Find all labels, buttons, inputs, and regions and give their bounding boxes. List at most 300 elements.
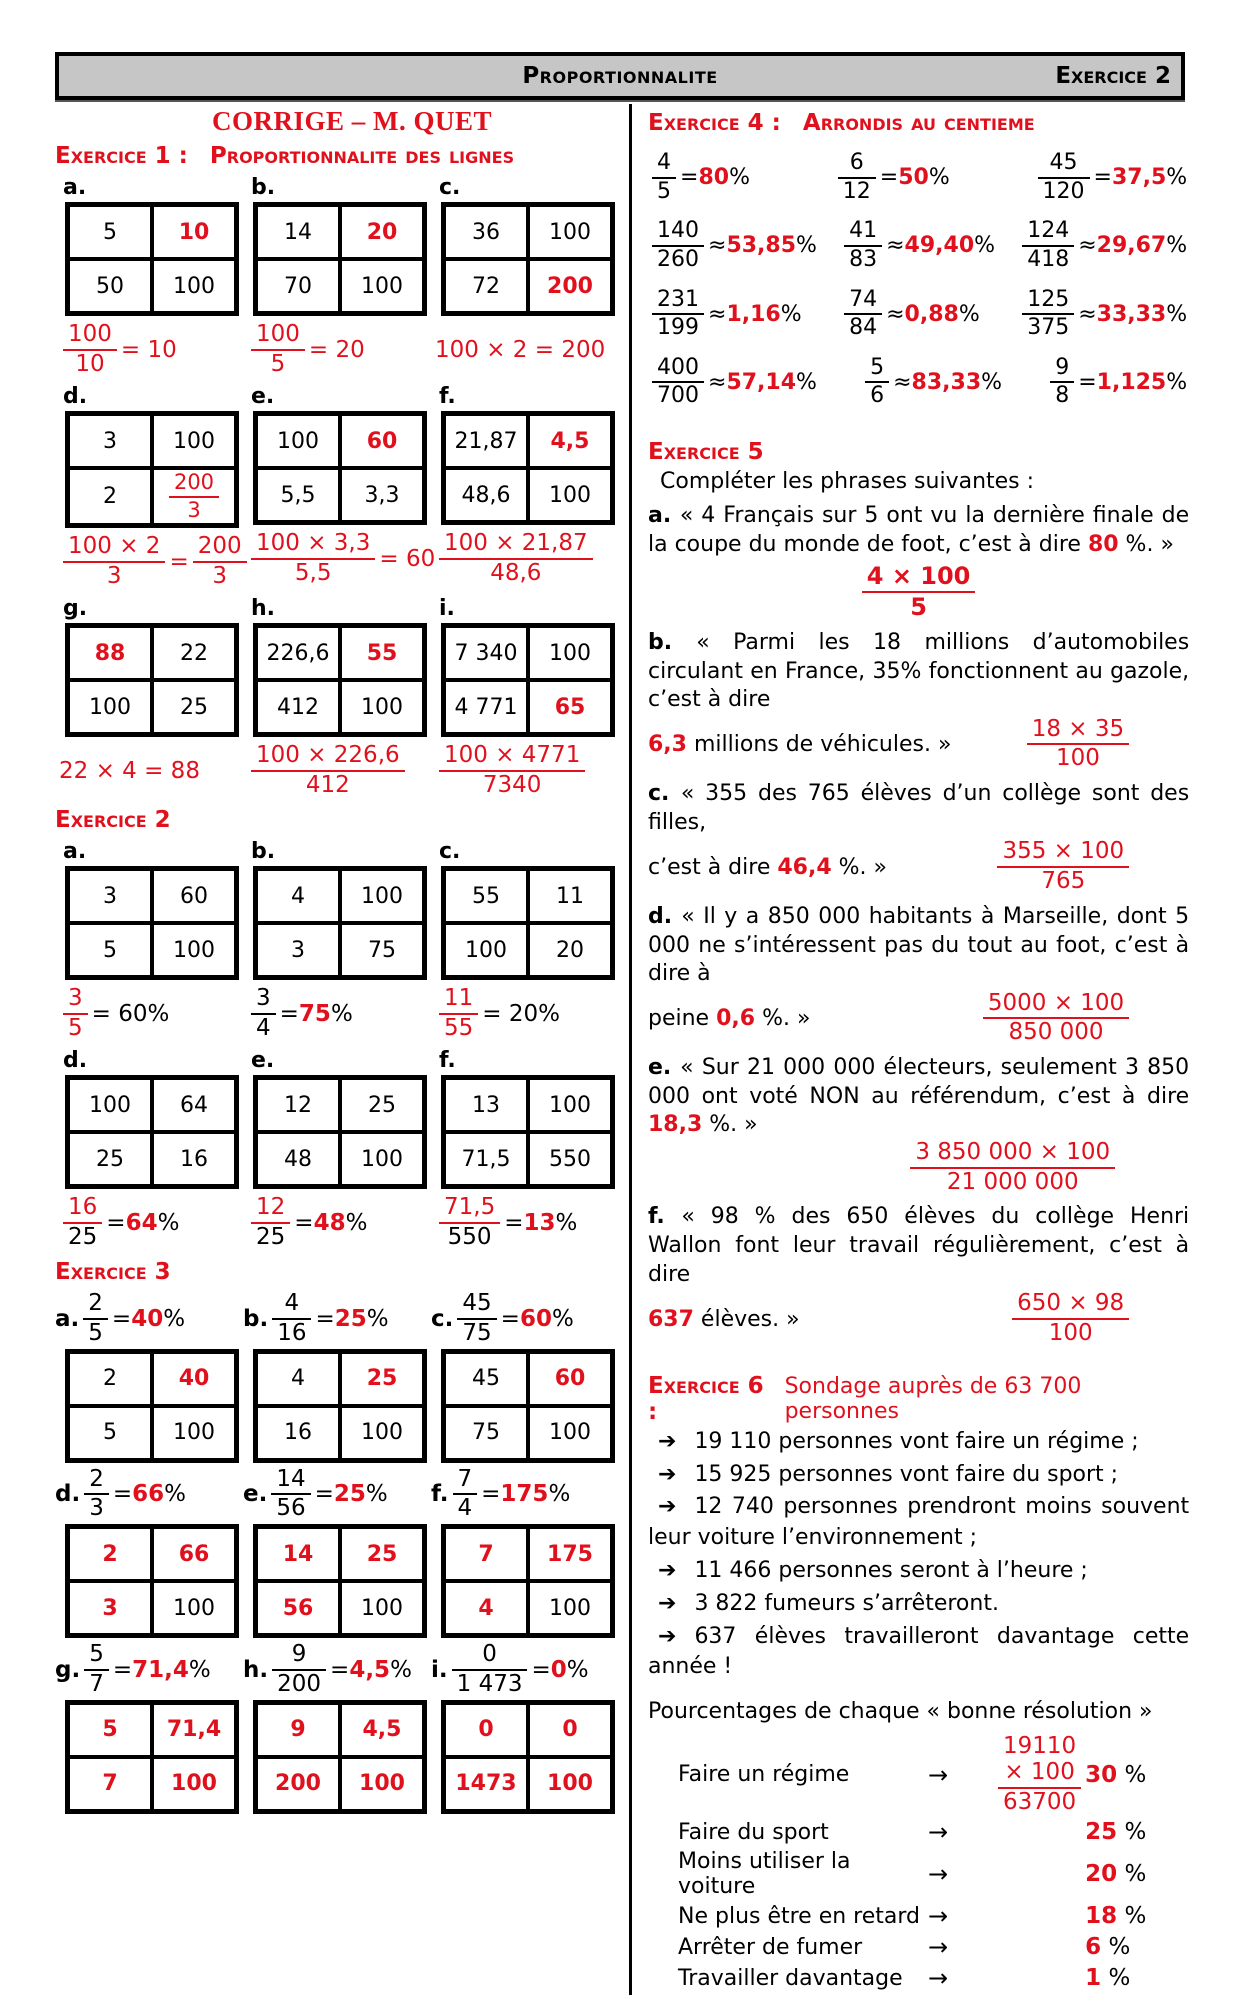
fraction <box>1050 356 1074 409</box>
table-cell <box>444 1078 528 1132</box>
ratio-table-f <box>441 411 615 525</box>
text-run: % <box>1166 301 1188 327</box>
text-run: % <box>555 1210 578 1237</box>
exercise2-body <box>55 835 619 1253</box>
resolution-value <box>1085 1903 1189 1929</box>
text-run: 16 <box>284 1420 312 1446</box>
formula <box>55 1291 243 1347</box>
sentence-text <box>648 903 1189 989</box>
table-group <box>243 380 436 592</box>
text-run: ≈ <box>708 233 727 259</box>
table-cell <box>528 205 612 259</box>
bullet-text: 637 élèves travailleront davantage cette année ! <box>648 1623 1190 1680</box>
table-cell <box>340 468 424 522</box>
fraction-numerator: 5000 × 100 <box>983 991 1129 1020</box>
fraction-denominator: 5 <box>68 1015 83 1042</box>
text-run: ≈ <box>708 369 727 395</box>
text-run: = <box>531 1656 551 1683</box>
text-run: 49,40 <box>904 233 975 259</box>
text-run: % <box>780 301 802 327</box>
text-run: d. <box>55 1481 81 1508</box>
table-cell <box>68 205 152 259</box>
table-cell <box>152 680 236 734</box>
percentage-row <box>648 219 1189 272</box>
text-run: 50 <box>898 165 929 191</box>
page-title: Proportionnalite <box>522 63 718 89</box>
table-cell <box>528 1406 612 1460</box>
text-run: 100 <box>549 1595 591 1621</box>
text-run: f. <box>648 1204 682 1230</box>
sentence-tail-row <box>648 839 1189 895</box>
exercise3-body <box>55 1287 619 1814</box>
text-run: 226,6 <box>266 640 330 666</box>
fraction-numerator: 100 <box>251 322 305 351</box>
text-run: 10 <box>178 219 210 245</box>
text-run: % <box>330 1001 353 1028</box>
table-group <box>431 1463 619 1639</box>
table-cell <box>152 259 236 313</box>
fraction-denominator: 4 <box>457 1495 473 1522</box>
table-label: f. <box>439 1048 456 1074</box>
table-group <box>55 835 243 1044</box>
percentage-item <box>648 288 802 341</box>
text-run: 7 340 <box>454 640 518 666</box>
text-run: 25 <box>96 1146 124 1172</box>
text-run: ≈ <box>1078 301 1097 327</box>
text-run: % <box>1117 1861 1147 1888</box>
ratio-table-c <box>441 202 615 316</box>
text-run: millions de véhicules. » <box>686 731 952 757</box>
text-run: % <box>1101 1965 1131 1992</box>
table-cell <box>528 1581 612 1635</box>
table-cell <box>152 869 236 923</box>
fraction-denominator: 6 <box>870 383 885 409</box>
ratio-table-d <box>65 411 239 528</box>
fraction <box>838 151 876 204</box>
text-run: ≈ <box>886 301 905 327</box>
text-run: 2 <box>103 1366 117 1392</box>
table-group <box>431 1638 619 1814</box>
percentage-item <box>1018 288 1187 341</box>
percentage-item <box>648 219 817 272</box>
text-run: 60 <box>519 1305 552 1332</box>
text-run: 175 <box>547 1541 593 1567</box>
text-run: 18,3 <box>648 1112 703 1138</box>
survey-bullet <box>648 1427 1189 1458</box>
table-group <box>243 171 431 380</box>
fraction <box>1038 151 1090 204</box>
exercise5-body <box>648 502 1189 1347</box>
fraction-denominator: 850 000 <box>1008 1019 1104 1046</box>
fraction <box>63 322 117 378</box>
sentence-text <box>648 1203 1189 1289</box>
bullet-text: 11 466 personnes seront à l’heure ; <box>694 1557 1088 1583</box>
table-row-group <box>55 171 619 380</box>
exercise6-label: Exercice 6 : <box>648 1372 764 1425</box>
fraction <box>652 356 704 409</box>
table-cell <box>340 626 424 680</box>
survey-bullet <box>648 1622 1189 1684</box>
fraction-numerator: 9 <box>272 1642 326 1671</box>
ratio-table <box>441 1524 615 1638</box>
table-row-group <box>55 1463 619 1639</box>
text-run: 100 <box>171 1771 217 1797</box>
table-cell <box>444 923 528 977</box>
formula <box>431 1291 619 1347</box>
survey-bullet <box>648 1556 1189 1587</box>
text-run: 1473 <box>455 1771 517 1797</box>
fraction <box>272 1642 326 1698</box>
text-run: 13 <box>472 1092 500 1118</box>
text-run: 100 <box>89 694 131 720</box>
fraction <box>652 151 676 204</box>
fraction-numerator: 4 × 100 <box>862 563 976 593</box>
exercise5-intro: Compléter les phrases suivantes : <box>660 469 1035 494</box>
fraction <box>193 534 247 590</box>
fraction-numerator: 100 × 2 <box>63 534 165 563</box>
text-run: 5 <box>103 1420 117 1446</box>
table-cell <box>68 1757 152 1811</box>
resolution-value <box>1085 1965 1189 1991</box>
text-run: 100 <box>89 1092 131 1118</box>
text-run: = <box>106 1210 126 1237</box>
text-run: 25 <box>368 1092 396 1118</box>
text-run: % <box>928 165 950 191</box>
text-run: « 355 des 765 élèves d’un collège sont des filles, <box>648 781 1190 835</box>
table-label: b. <box>251 839 276 865</box>
formula <box>247 530 436 587</box>
formula <box>243 1642 431 1698</box>
text-run: % <box>163 1305 186 1332</box>
exercise1-label: Exercice 1 : <box>55 143 188 169</box>
text-run: = 20% <box>482 1001 560 1028</box>
exercise3-heading: Exercice 3 <box>55 1259 171 1286</box>
table-cell <box>68 468 152 525</box>
table-cell <box>256 1132 340 1186</box>
text-run: 88 <box>94 640 126 666</box>
formula <box>247 1195 431 1251</box>
text-run: 6 <box>1085 1934 1102 1961</box>
exercise4-title: Arrondis au centieme <box>802 110 1035 136</box>
arrow-icon: → <box>928 1818 949 1847</box>
fraction <box>998 1734 1081 1815</box>
table-cell <box>444 869 528 923</box>
text-run: 14 <box>282 1541 314 1567</box>
fraction <box>452 1642 528 1698</box>
fraction-denominator: 48,6 <box>490 560 542 586</box>
text-run: = <box>169 549 189 576</box>
table-row-group <box>55 1287 619 1463</box>
text-run: 7 <box>478 1541 494 1567</box>
fraction-numerator: 9 <box>1050 356 1074 384</box>
table-group <box>431 380 619 592</box>
text-run: = <box>314 1481 334 1508</box>
fraction <box>83 1291 108 1347</box>
resolution-row <box>648 1849 1189 1899</box>
text-run: e. <box>243 1481 268 1508</box>
text-run: % <box>1117 1761 1147 1788</box>
text-run: 4,5 <box>362 1717 402 1743</box>
text-run: 56 <box>282 1595 314 1621</box>
text-run: 20 <box>556 937 584 963</box>
text-run: 100 <box>361 883 403 909</box>
formula <box>431 1467 619 1523</box>
text-run: c. <box>431 1305 454 1332</box>
fraction-numerator: 140 <box>652 219 704 247</box>
fraction-numerator: 200 <box>169 471 219 498</box>
fraction-numerator: 0 <box>452 1642 528 1671</box>
table-cell <box>340 1406 424 1460</box>
text-run: g. <box>55 1656 81 1683</box>
table-cell <box>256 205 340 259</box>
fraction <box>439 531 593 587</box>
text-run: 55 <box>472 883 500 909</box>
table-cell <box>152 626 236 680</box>
resolution-row <box>648 1734 1189 1815</box>
fraction <box>983 991 1129 1047</box>
text-run: % <box>551 1305 574 1332</box>
fraction-denominator: 75 <box>462 1319 492 1346</box>
resolution-row <box>648 1818 1189 1846</box>
text-run: 33,33 <box>1096 301 1167 327</box>
table-cell <box>68 1406 152 1460</box>
text-run: 4 <box>291 1366 305 1392</box>
table-cell <box>68 869 152 923</box>
fraction-denominator: 418 <box>1027 246 1070 272</box>
text-run: b. <box>648 629 697 655</box>
exercise6-heading <box>648 1373 1189 1425</box>
ratio-table <box>65 1349 239 1463</box>
table-cell <box>68 1527 152 1581</box>
resolution-value <box>1085 1762 1189 1788</box>
fraction-numerator: 19110 × 100 <box>998 1734 1081 1789</box>
fraction <box>439 743 585 799</box>
formula <box>435 531 619 587</box>
text-run: 3 <box>103 883 117 909</box>
text-run: 45 <box>472 1366 500 1392</box>
text-run: 60 <box>366 428 398 454</box>
fraction-denominator: 56 <box>276 1495 306 1522</box>
bullet-arrow-icon: ➔ <box>658 1623 677 1649</box>
fraction-numerator: 16 <box>63 1195 102 1224</box>
text-run: d. <box>648 903 682 929</box>
text-run: % <box>796 369 817 395</box>
text-run: 100 <box>361 273 403 299</box>
ratio-table-a <box>65 202 239 316</box>
table-cell <box>152 1581 236 1635</box>
fraction-numerator: 650 × 98 <box>1012 1291 1129 1320</box>
text-run: 4 <box>478 1595 494 1621</box>
text-run: 75 <box>298 1001 331 1028</box>
text-run: 100 <box>549 482 591 508</box>
table-cell <box>68 1352 152 1406</box>
text-run: 550 <box>549 1146 591 1172</box>
text-run: ≈ <box>708 301 727 327</box>
text-run: 100 <box>549 640 591 666</box>
table-cell <box>444 1352 528 1406</box>
table-cell <box>256 626 340 680</box>
text-run: ≈ <box>893 369 912 395</box>
text-run: c’est à dire <box>648 854 778 880</box>
text-run: 4 771 <box>454 694 518 720</box>
text-run: ≈ <box>886 233 905 259</box>
ratio-table-c <box>441 866 615 980</box>
table-cell <box>152 1132 236 1186</box>
table-cell <box>256 1527 340 1581</box>
fraction-numerator: 231 <box>652 288 704 316</box>
arrow-icon: → <box>928 1964 949 1993</box>
text-run: 22 × 4 = 88 <box>59 758 200 785</box>
percentage-item <box>648 356 817 409</box>
text-run: 25 <box>366 1541 398 1567</box>
table-group <box>431 171 619 380</box>
table-cell <box>340 923 424 977</box>
text-run: 1,125 <box>1096 369 1167 395</box>
percentage-row <box>648 151 1189 204</box>
formula <box>435 322 619 378</box>
text-run: 200 <box>547 273 593 299</box>
table-cell <box>256 414 340 468</box>
fraction-numerator: 41 <box>844 219 882 247</box>
table-cell <box>528 1352 612 1406</box>
formula <box>247 743 431 799</box>
table-group <box>243 592 431 801</box>
text-run: 3 <box>102 1595 118 1621</box>
text-run: %. » <box>1118 531 1174 557</box>
text-run: % <box>974 233 996 259</box>
text-run: 80 <box>698 165 730 191</box>
fraction-denominator: 3 <box>212 563 227 590</box>
text-run: élèves. » <box>693 1306 800 1332</box>
text-run: 70 <box>284 273 312 299</box>
table-cell <box>528 1132 612 1186</box>
survey-bullet <box>648 1492 1189 1554</box>
text-run: = <box>879 165 899 191</box>
fraction-denominator: 120 <box>1042 178 1085 204</box>
fraction-denominator: 100 <box>1048 1320 1093 1346</box>
header-exercise-label: Exercice 2 <box>1055 63 1171 89</box>
text-run: « Il y a 850 000 habitants à Marseille, dont 5 000 ne s’intéressent pas du tout au foot, c’est à dire à <box>648 903 1190 987</box>
table-label: d. <box>63 384 88 409</box>
text-run: 4 <box>291 883 305 909</box>
fraction <box>272 1291 311 1347</box>
ratio-table-d <box>65 1075 239 1189</box>
text-run: 25 <box>366 1366 398 1392</box>
text-run: 72 <box>472 273 500 299</box>
table-cell <box>340 1132 424 1186</box>
exercise2-heading: Exercice 2 <box>55 807 171 834</box>
fraction <box>271 1467 310 1523</box>
fraction <box>439 986 478 1042</box>
text-run: 0 <box>550 1656 567 1683</box>
table-group <box>243 1638 431 1814</box>
sentence-text <box>648 1054 1189 1140</box>
fraction-numerator: 45 <box>1038 151 1090 179</box>
exercise6-resolutions <box>648 1734 1189 1992</box>
text-run: e. <box>648 1055 681 1081</box>
fraction-denominator: 100 <box>1056 745 1100 772</box>
header-bar <box>55 52 1185 100</box>
ratio-table-e <box>253 1075 427 1189</box>
table-group <box>431 592 619 801</box>
text-run: 40 <box>178 1366 210 1392</box>
text-run: a. <box>55 1305 80 1332</box>
table-cell <box>152 1757 236 1811</box>
text-run: 75 <box>472 1420 500 1446</box>
sentence-tail-row <box>648 717 1189 773</box>
table-cell <box>528 1703 612 1757</box>
ratio-table-f <box>441 1075 615 1189</box>
table-group <box>243 1287 431 1463</box>
table-label: h. <box>251 596 276 622</box>
table-cell <box>152 468 236 525</box>
resolution-label: Moins utiliser la voiture <box>678 1849 851 1900</box>
fraction-denominator: 84 <box>849 315 878 341</box>
fraction-numerator: 125 <box>1022 288 1074 316</box>
table-label: a. <box>63 175 87 200</box>
resolution-row <box>648 1964 1189 1992</box>
fraction-denominator: 25 <box>256 1224 286 1251</box>
text-run: % <box>1117 1903 1147 1930</box>
text-run: 100 <box>549 1092 591 1118</box>
table-cell <box>528 1078 612 1132</box>
table-group <box>243 1044 431 1253</box>
text-run: 25 <box>333 1481 366 1508</box>
fraction <box>652 219 704 272</box>
text-run: 100 <box>465 937 507 963</box>
fraction <box>862 563 976 621</box>
text-run: 18 <box>1085 1903 1118 1930</box>
text-run: peine <box>648 1005 717 1031</box>
calculation-fraction <box>1008 1291 1133 1347</box>
table-cell <box>68 1581 152 1635</box>
table-cell <box>444 414 528 468</box>
text-run: % <box>1166 369 1188 395</box>
formula <box>55 1467 243 1523</box>
fraction <box>844 288 882 341</box>
text-run: 4,5 <box>550 428 590 454</box>
text-run: 1,16 <box>726 301 781 327</box>
text-run: 5,5 <box>280 482 316 508</box>
sentence-text <box>648 629 1189 715</box>
fraction-numerator: 12 <box>251 1195 290 1224</box>
fraction <box>457 1291 496 1347</box>
sentence-item <box>648 1203 1189 1346</box>
fraction-denominator: 5 <box>910 593 927 622</box>
table-cell <box>152 1703 236 1757</box>
text-run: f. <box>431 1481 449 1508</box>
table-cell <box>152 1352 236 1406</box>
text-run: 25 <box>180 694 208 720</box>
table-cell <box>528 1757 612 1811</box>
formula <box>431 1642 619 1698</box>
fraction <box>910 1140 1115 1196</box>
table-label: f. <box>439 384 456 409</box>
formula <box>435 1195 619 1251</box>
fraction-denominator: 412 <box>305 772 350 799</box>
formula <box>435 743 619 799</box>
resolution-label: Travailler davantage <box>678 1965 903 1991</box>
sentence-item <box>648 502 1189 621</box>
bullet-text: 19 110 personnes vont faire un régime ; <box>694 1428 1139 1454</box>
table-cell <box>444 205 528 259</box>
ratio-table <box>441 1700 615 1814</box>
calculation-fraction <box>1023 717 1133 773</box>
fraction-numerator: 18 × 35 <box>1027 717 1129 746</box>
fraction-denominator: 5 <box>88 1319 103 1346</box>
text-run: % <box>548 1481 571 1508</box>
ratio-table-a <box>65 866 239 980</box>
